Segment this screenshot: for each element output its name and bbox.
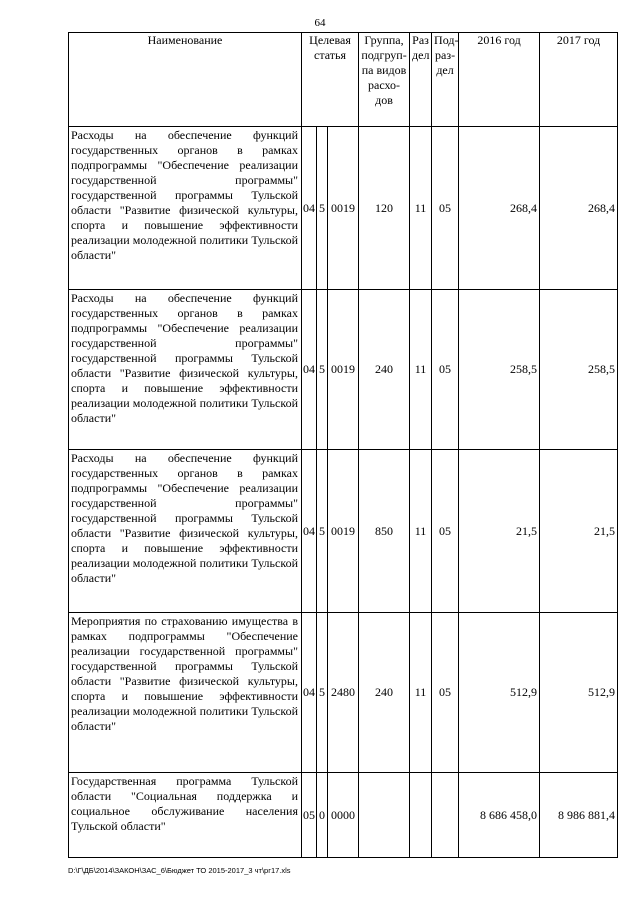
amount-2017: 21,5 — [540, 450, 618, 613]
target-article-part-3: 0000 — [328, 773, 359, 858]
target-article-part-1: 04 — [302, 290, 317, 450]
amount-2017: 268,4 — [540, 127, 618, 290]
target-article-part-3: 0019 — [328, 127, 359, 290]
section-code: 11 — [410, 450, 432, 613]
section-code: 11 — [410, 127, 432, 290]
row-name: Расходы на обеспечение функций государственных органов в рамках подпрограммы "Обеспечение реализации государственной программы" государственной программы Тульской области "Развитие физической культуры, спорта и повышение эффективности реализации молодежной политики Тульской области" — [69, 290, 302, 450]
subsection-code: 05 — [432, 290, 459, 450]
row-name: Мероприятия по страхованию имущества в рамках подпрограммы "Обеспечение реализации государственной программы" государственной программы Тульской области "Развитие физической культуры, спорта и повышение эффективности реализации молодежной политики Тульской области" — [69, 613, 302, 773]
subsection-code: 05 — [432, 613, 459, 773]
row-name: Расходы на обеспечение функций государственных органов в рамках подпрограммы "Обеспечение реализации государственной программы" государственной программы Тульской области "Развитие физической культуры, спорта и повышение эффективности реализации молодежной политики Тульской области" — [69, 127, 302, 290]
table-row — [69, 290, 618, 450]
target-article-part-1: 05 — [302, 773, 317, 858]
amount-2017: 8 986 881,4 — [540, 773, 618, 858]
row-name: Расходы на обеспечение функций государственных органов в рамках подпрограммы "Обеспечение реализации государственной программы" государственной программы Тульской области "Развитие физической культуры, спорта и повышение эффективности реализации молодежной политики Тульской области" — [69, 450, 302, 613]
target-article-part-3: 0019 — [328, 450, 359, 613]
target-article-part-2: 5 — [317, 613, 328, 773]
header-year-2016: 2016 год — [459, 33, 540, 127]
header-name: Наименование — [69, 33, 302, 127]
expense-group: 240 — [359, 613, 410, 773]
target-article-part-2: 5 — [317, 127, 328, 290]
subsection-code: 05 — [432, 127, 459, 290]
table-row — [69, 127, 618, 290]
file-path-footer: D:\Г\ДБ\2014\ЗАКОН\ЗАС_6\Бюджет ТО 2015-2017_3 чт\рг17.xls — [68, 866, 291, 875]
target-article-part-2: 0 — [317, 773, 328, 858]
target-article-part-1: 04 — [302, 127, 317, 290]
target-article-part-1: 04 — [302, 450, 317, 613]
target-article-part-1: 04 — [302, 613, 317, 773]
expense-group — [359, 773, 410, 858]
section-code — [410, 773, 432, 858]
table-row — [69, 773, 618, 858]
amount-2016: 268,4 — [459, 127, 540, 290]
amount-2016: 8 686 458,0 — [459, 773, 540, 858]
target-article-part-3: 2480 — [328, 613, 359, 773]
header-target-article: Целевая статья — [302, 33, 359, 127]
page-number: 64 — [314, 17, 326, 29]
subsection-code: 05 — [432, 450, 459, 613]
header-subsection: Под-раз-дел — [432, 33, 459, 127]
header-year-2017: 2017 год — [540, 33, 618, 127]
row-name: Государственная программа Тульской области "Социальная поддержка и социальное обслуживание населения Тульской области" — [69, 773, 302, 858]
table-row — [69, 450, 618, 613]
amount-2017: 258,5 — [540, 290, 618, 450]
budget-table — [68, 32, 618, 858]
amount-2017: 512,9 — [540, 613, 618, 773]
expense-group: 850 — [359, 450, 410, 613]
expense-group: 120 — [359, 127, 410, 290]
table-header-row — [69, 33, 618, 127]
header-section: Раз дел — [410, 33, 432, 127]
target-article-part-2: 5 — [317, 450, 328, 613]
header-expense-group: Группа, подгруп-па видов расхо-дов — [359, 33, 410, 127]
section-code: 11 — [410, 613, 432, 773]
amount-2016: 21,5 — [459, 450, 540, 613]
amount-2016: 512,9 — [459, 613, 540, 773]
target-article-part-3: 0019 — [328, 290, 359, 450]
target-article-part-2: 5 — [317, 290, 328, 450]
expense-group: 240 — [359, 290, 410, 450]
subsection-code — [432, 773, 459, 858]
amount-2016: 258,5 — [459, 290, 540, 450]
table-row — [69, 613, 618, 773]
section-code: 11 — [410, 290, 432, 450]
